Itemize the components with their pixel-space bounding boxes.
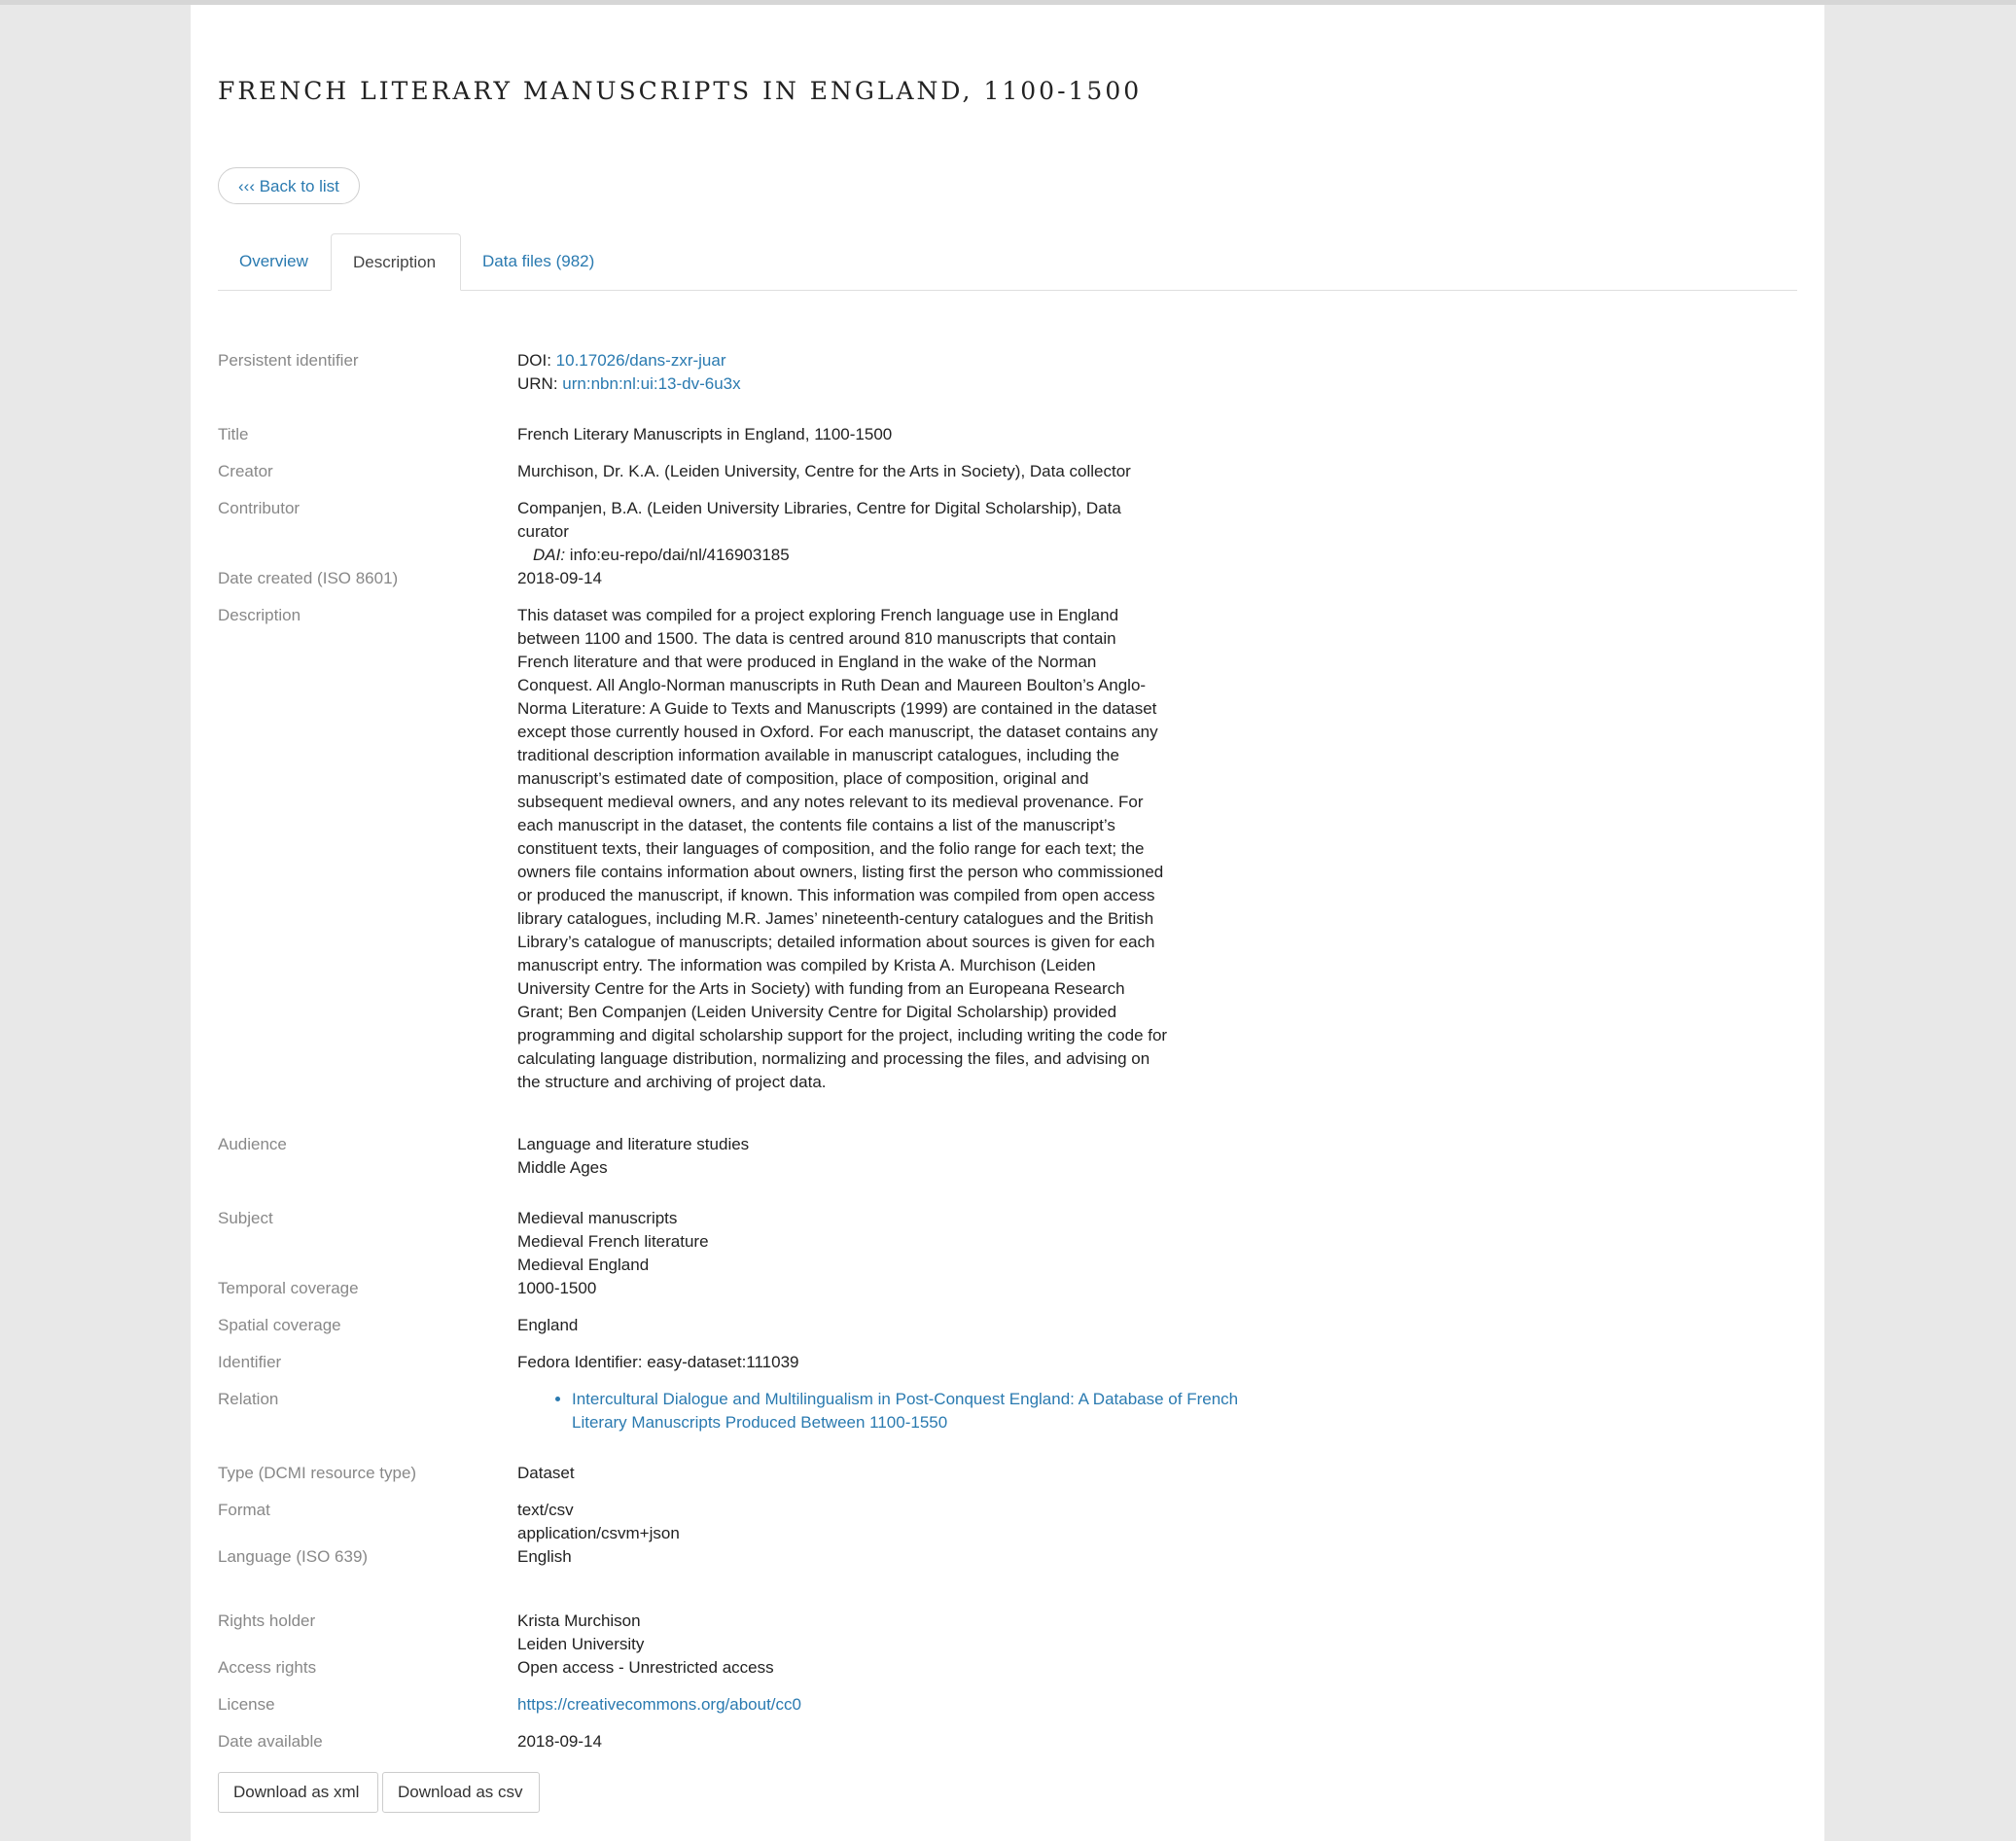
- field-value: [517, 1610, 1169, 1656]
- field-value: [517, 349, 1169, 396]
- field-value: [517, 460, 1169, 483]
- relation-list: [517, 1388, 1291, 1434]
- field-value: [517, 497, 1169, 567]
- field-label: Spatial coverage: [218, 1316, 341, 1334]
- audience-item: Middle Ages: [517, 1158, 608, 1177]
- download-csv-button[interactable]: Download as csv: [382, 1772, 540, 1813]
- field-label: Description: [218, 606, 301, 624]
- field-value: [517, 1277, 1169, 1300]
- field-value: [517, 1499, 1169, 1545]
- description-text: This dataset was compiled for a project exploring French language use in England between 1100 and 1500. The data is centred around 810 manuscripts that contain French literature and that were produced in England in the wake of the Norman Conquest. All Anglo-Norman manuscripts in Ruth Dean and Maureen Boulton’s Anglo-Norma Literature: A Guide to Texts and Manuscripts (1999) are contained in the dataset except those currently housed in Oxford. For each manuscript, the dataset contains any traditional description information available in manuscript catalogues, including the manuscript’s estimated date of composition, place of composition, original and subsequent medieval owners, and any notes relevant to its medieval provenance. For each manuscript in the dataset, the contents file contains a list of the manuscript’s constituent texts, their languages of composition, and the folio range for each text; the owners file contains information about owners, listing first the person who commissioned or produced the manuscript, if known. This information was compiled from open access library catalogues, including M.R. James’ nineteenth-century catalogues and the British Library’s catalogue of manuscripts; detailed information about sources is given for each manuscript entry. The information was compiled by Krista A. Murchison (Leiden University Centre for the Arts in Society) with funding from an Europeana Research Grant; Ben Companjen (Leiden University Centre for Digital Scholarship) provided programming and digital scholarship support for the project, including writing the code for calculating language distribution, normalizing and processing the files, and advising on the structure and archiving of project data.: [517, 606, 1168, 1091]
- tab-bar: [218, 233, 1797, 291]
- field-label: Date created (ISO 8601): [218, 569, 399, 587]
- type-value: Dataset: [517, 1464, 575, 1482]
- field-value: [517, 1133, 1169, 1180]
- field-label: Audience: [218, 1135, 287, 1153]
- license-link[interactable]: https://creativecommons.org/about/cc0: [517, 1695, 801, 1714]
- dai-line: [517, 544, 1169, 567]
- rights-holder-item: Leiden University: [517, 1635, 645, 1653]
- access-rights-value: Open access - Unrestricted access: [517, 1658, 774, 1677]
- field-label: Persistent identifier: [218, 351, 359, 370]
- field-value: [517, 1462, 1169, 1485]
- field-label: Access rights: [218, 1658, 317, 1677]
- field-value: [517, 1351, 1169, 1374]
- title-value: French Literary Manuscripts in England, 1100-1500: [517, 425, 893, 443]
- field-value: [517, 604, 1169, 1094]
- field-value: [517, 1656, 1169, 1680]
- field-label: License: [218, 1695, 275, 1714]
- creator-value: Murchison, Dr. K.A. (Leiden University, Centre for the Arts in Society), Data collector: [517, 462, 1131, 480]
- rights-holder-item: Krista Murchison: [517, 1611, 641, 1630]
- contributor-line: curator: [517, 522, 569, 541]
- field-label: Rights holder: [218, 1611, 316, 1630]
- doi-prefix: DOI:: [517, 351, 556, 370]
- tab-data-files[interactable]: Data files (982): [482, 252, 595, 270]
- field-label: Format: [218, 1501, 270, 1519]
- urn-link[interactable]: urn:nbn:nl:ui:13-dv-6u3x: [562, 374, 741, 393]
- contributor-line: Companjen, B.A. (Leiden University Libraries, Centre for Digital Scholarship), Data: [517, 499, 1121, 517]
- subject-item: Medieval England: [517, 1256, 650, 1274]
- tab-description[interactable]: Description: [331, 233, 461, 291]
- field-label: Subject: [218, 1209, 273, 1227]
- field-label: Date available: [218, 1732, 323, 1751]
- field-label: Contributor: [218, 499, 301, 517]
- relation-item: [572, 1388, 1291, 1434]
- back-to-list-button[interactable]: ‹‹‹ Back to list: [218, 167, 360, 204]
- urn-line: [517, 372, 1169, 396]
- doi-link[interactable]: 10.17026/dans-zxr-juar: [555, 351, 726, 370]
- field-label: Type (DCMI resource type): [218, 1464, 417, 1482]
- field-value: [517, 1730, 1169, 1753]
- audience-item: Language and literature studies: [517, 1135, 750, 1153]
- dai-label: DAI:: [533, 546, 566, 564]
- field-label: Language (ISO 639): [218, 1547, 369, 1566]
- download-xml-button[interactable]: Download as xml: [218, 1772, 378, 1813]
- field-value: [517, 1207, 1169, 1277]
- field-label: Title: [218, 425, 249, 443]
- field-label: Temporal coverage: [218, 1279, 359, 1297]
- urn-prefix: URN:: [517, 374, 563, 393]
- subject-item: Medieval manuscripts: [517, 1209, 678, 1227]
- format-item: application/csvm+json: [517, 1524, 680, 1542]
- spatial-coverage-value: England: [517, 1316, 579, 1334]
- tab-overview[interactable]: Overview: [239, 252, 308, 270]
- identifier-value: Fedora Identifier: easy-dataset:111039: [517, 1353, 799, 1371]
- language-value: English: [517, 1547, 572, 1566]
- relation-link[interactable]: Intercultural Dialogue and Multilingualism in Post-Conquest England: A Database of French Literary Manuscripts Produced Between 1100-1550: [572, 1390, 1239, 1432]
- field-label: Identifier: [218, 1353, 282, 1371]
- field-value: [517, 567, 1169, 590]
- dai-value: info:eu-repo/dai/nl/416903185: [565, 546, 790, 564]
- field-value: [517, 1388, 1295, 1434]
- field-value: [517, 1545, 1169, 1569]
- field-label: Creator: [218, 462, 273, 480]
- field-value: [517, 1314, 1169, 1337]
- field-value: [517, 1693, 1169, 1717]
- temporal-coverage-value: 1000-1500: [517, 1279, 597, 1297]
- format-item: text/csv: [517, 1501, 574, 1519]
- field-label: Relation: [218, 1390, 279, 1408]
- page-container: [191, 5, 1824, 1841]
- subject-item: Medieval French literature: [517, 1232, 709, 1251]
- doi-line: [517, 349, 1169, 372]
- field-value: [517, 423, 1169, 446]
- page-title: FRENCH LITERARY MANUSCRIPTS IN ENGLAND, 1100-1500: [218, 77, 1143, 105]
- date-available-value: 2018-09-14: [517, 1732, 602, 1751]
- date-created-value: 2018-09-14: [517, 569, 602, 587]
